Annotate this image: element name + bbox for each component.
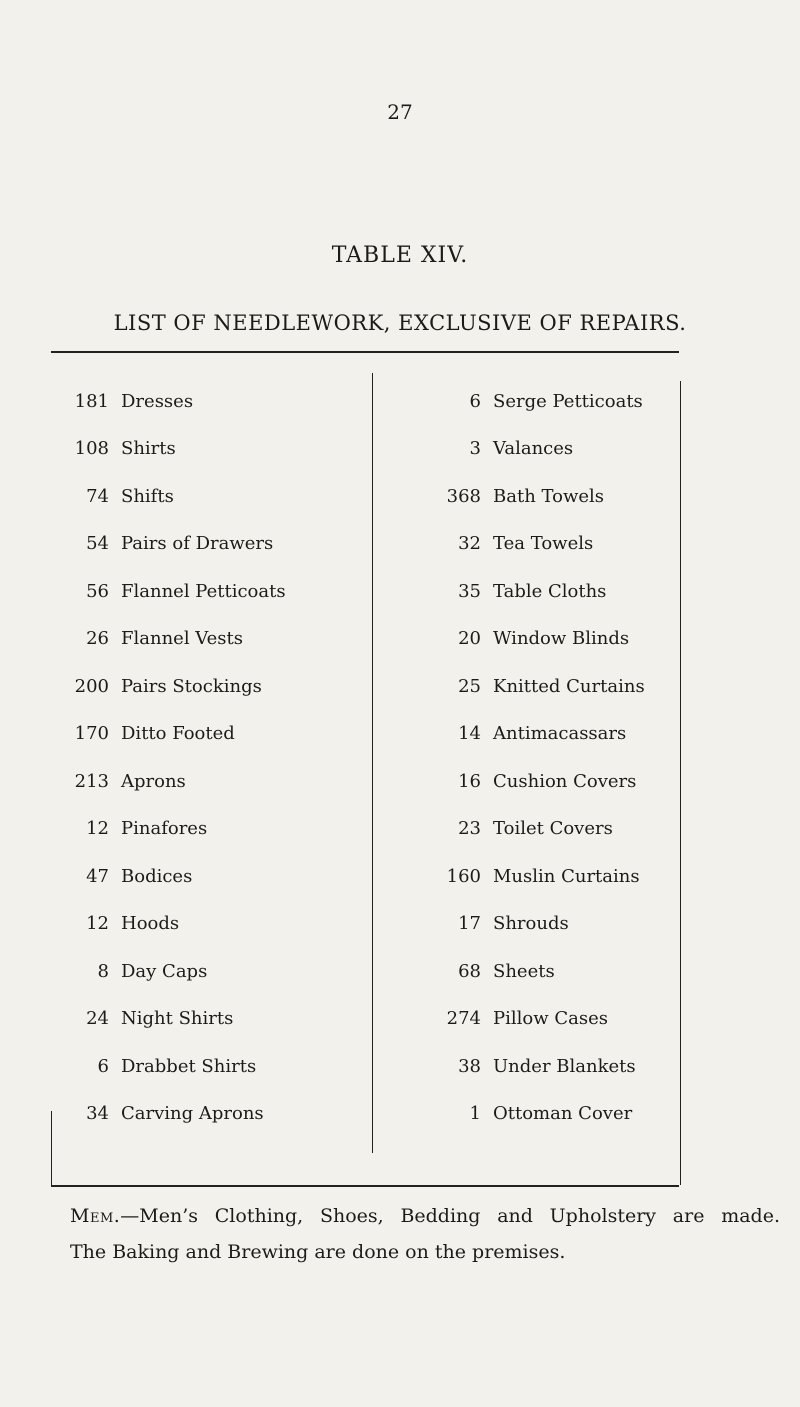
table-row [51, 1052, 679, 1082]
right-quantity: 160 [446, 866, 481, 887]
left-item: Day Caps [121, 961, 208, 982]
footer-note [70, 1198, 780, 1270]
table-row [51, 387, 679, 417]
left-quantity: 200 [74, 676, 109, 697]
right-item: Valances [493, 438, 574, 459]
left-item: Dresses [121, 391, 194, 412]
left-item: Shirts [121, 438, 176, 459]
left-item: Carving Aprons [121, 1103, 264, 1124]
table-row [51, 482, 679, 512]
left-item: Drabbet Shirts [121, 1056, 257, 1077]
table-row [51, 624, 679, 654]
left-quantity: 170 [74, 723, 109, 744]
left-quantity: 6 [97, 1056, 109, 1077]
right-item: Pillow Cases [493, 1008, 608, 1029]
left-quantity: 12 [86, 818, 109, 839]
right-quantity: 1 [469, 1103, 481, 1124]
left-quantity: 8 [97, 961, 109, 982]
left-quantity: 47 [86, 866, 109, 887]
right-quantity: 3 [469, 438, 481, 459]
right-quantity: 6 [469, 391, 481, 412]
left-item: Bodices [121, 866, 193, 887]
mem-label: Mem. [70, 1205, 121, 1227]
right-item: Window Blinds [493, 628, 630, 649]
left-quantity: 74 [86, 486, 109, 507]
left-quantity: 108 [74, 438, 109, 459]
right-quantity: 68 [458, 961, 481, 982]
table-row [51, 672, 679, 702]
table-title: TABLE XIV. [331, 243, 469, 268]
left-quantity: 24 [86, 1008, 109, 1029]
table-row [51, 1004, 679, 1034]
page-number: 27 [387, 100, 413, 124]
left-item: Flannel Petticoats [121, 581, 286, 602]
right-item: Tea Towels [493, 533, 594, 554]
left-item: Shifts [121, 486, 174, 507]
right-quantity: 35 [458, 581, 481, 602]
left-item: Flannel Vests [121, 628, 244, 649]
table-row [51, 767, 679, 797]
right-item: Toilet Covers [493, 818, 613, 839]
right-item: Sheets [493, 961, 555, 982]
left-quantity: 34 [86, 1103, 109, 1124]
left-item: Ditto Footed [121, 723, 235, 744]
right-quantity: 38 [458, 1056, 481, 1077]
right-item: Shrouds [493, 913, 569, 934]
right-quantity: 20 [458, 628, 481, 649]
table-row [51, 719, 679, 749]
left-quantity: 181 [74, 391, 109, 412]
right-item: Antimacassars [493, 723, 627, 744]
left-quantity: 12 [86, 913, 109, 934]
right-item: Ottoman Cover [493, 1103, 633, 1124]
left-quantity: 56 [86, 581, 109, 602]
table-right-border [680, 381, 681, 1185]
right-quantity: 14 [458, 723, 481, 744]
right-item: Bath Towels [493, 486, 605, 507]
table-row [51, 1099, 679, 1129]
right-quantity: 25 [458, 676, 481, 697]
right-item: Cushion Covers [493, 771, 637, 792]
footer-text-1: —Men’s Clothing, Shoes, Bedding and Upholstery are made. [120, 1205, 780, 1227]
right-quantity: 368 [446, 486, 481, 507]
right-quantity: 274 [446, 1008, 481, 1029]
right-item: Knitted Curtains [493, 676, 645, 697]
right-item: Under Blankets [493, 1056, 636, 1077]
table-row [51, 434, 679, 464]
table-subtitle: LIST OF NEEDLEWORK, EXCLUSIVE OF REPAIRS. [113, 311, 687, 335]
left-item: Pairs Stockings [121, 676, 262, 697]
footer-line-2: The Baking and Brewing are done on the premises. [70, 1241, 566, 1263]
left-item: Aprons [121, 771, 186, 792]
table-row [51, 957, 679, 987]
table-row [51, 862, 679, 892]
left-item: Night Shirts [121, 1008, 234, 1029]
table-row [51, 577, 679, 607]
right-quantity: 32 [458, 533, 481, 554]
right-quantity: 16 [458, 771, 481, 792]
table-row [51, 909, 679, 939]
left-item: Hoods [121, 913, 180, 934]
left-item: Pairs of Drawers [121, 533, 274, 554]
right-item: Table Cloths [493, 581, 607, 602]
needlework-table [51, 351, 679, 1187]
right-item: Serge Petticoats [493, 391, 643, 412]
footer-line-1 [70, 1198, 780, 1234]
left-quantity: 213 [74, 771, 109, 792]
table-row [51, 814, 679, 844]
left-item: Pinafores [121, 818, 208, 839]
right-item: Muslin Curtains [493, 866, 640, 887]
right-quantity: 17 [458, 913, 481, 934]
left-quantity: 54 [86, 533, 109, 554]
left-quantity: 26 [86, 628, 109, 649]
table-row [51, 529, 679, 559]
right-quantity: 23 [458, 818, 481, 839]
